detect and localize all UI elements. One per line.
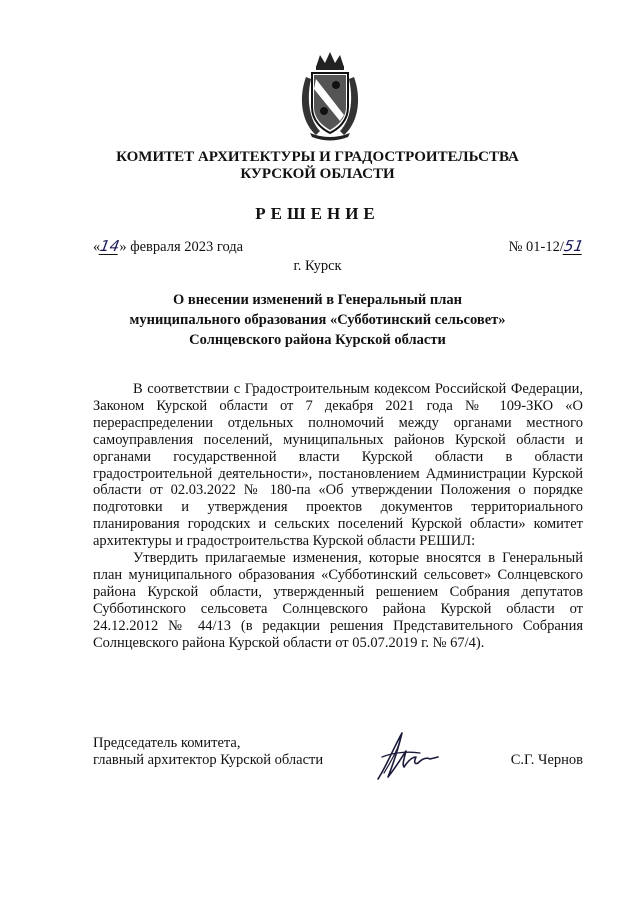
number-prefix: № 01-12/: [508, 239, 564, 255]
body-paragraph-2: Утвердить прилагаемые изменения, которые вносятся в Генеральный план муниципального образования «Субботинский сельсовет» Солнцевского района Курской области, утвержденный решением Собрания депутатов Субботинского сельсовета Солнцевского района Курской области от 24.12.2012 № 44/13 (в редакции решения Представительного Собрания Солнцевского района Курской области от 05.07.2019 г. № 67/4).: [93, 550, 583, 651]
date-quote-open: «: [93, 239, 101, 255]
subject-line-1: О внесении изменений в Генеральный план: [172, 292, 462, 308]
document-subject: [0, 290, 635, 350]
document-city: г. Курск: [293, 258, 342, 274]
document-type: РЕШЕНИЕ: [255, 204, 380, 223]
signatory-name: С.Г. Чернов: [510, 752, 583, 768]
signatory-position: [93, 735, 323, 769]
date-rest: » февраля 2023 года: [119, 239, 244, 255]
number-handwritten: 51: [562, 237, 585, 255]
coat-of-arms-icon: [294, 49, 366, 141]
document-date: [93, 239, 243, 256]
document-body: [93, 381, 583, 652]
organization-line-1: КОМИТЕТ АРХИТЕКТУРЫ И ГРАДОСТРОИТЕЛЬСТВА: [116, 149, 519, 165]
document-number: [509, 239, 583, 256]
organization-line-2: КУРСКОЙ ОБЛАСТИ: [240, 166, 395, 182]
subject-line-3: Солнцевского района Курской области: [189, 332, 446, 348]
position-line-1: Председатель комитета,: [93, 735, 241, 751]
organization-name: [0, 149, 635, 183]
date-day-handwritten: 14: [98, 237, 122, 255]
handwritten-signature-icon: [372, 727, 442, 785]
subject-line-2: муниципального образования «Субботинский сельсовет»: [129, 312, 506, 328]
position-line-2: главный архитектор Курской области: [93, 752, 324, 768]
body-paragraph-1: В соответствии с Градостроительным кодексом Российской Федерации, Законом Курской области от 7 декабря 2021 года № 109-ЗКО «О перераспределении отдельных полномочий между органами местного самоуправления поселений, муниципальных районов Курской области и органами государственной власти Курской области в области градостроительной деятельности», постановлением Администрации Курской области от 02.03.2022 № 180-па «Об утверждении Положения о порядке подготовки и утверждения проектов документов территориального планирования городских и сельских поселений Курской области» комитет архитектуры и градостроительства Курской области РЕШИЛ:: [93, 381, 583, 550]
